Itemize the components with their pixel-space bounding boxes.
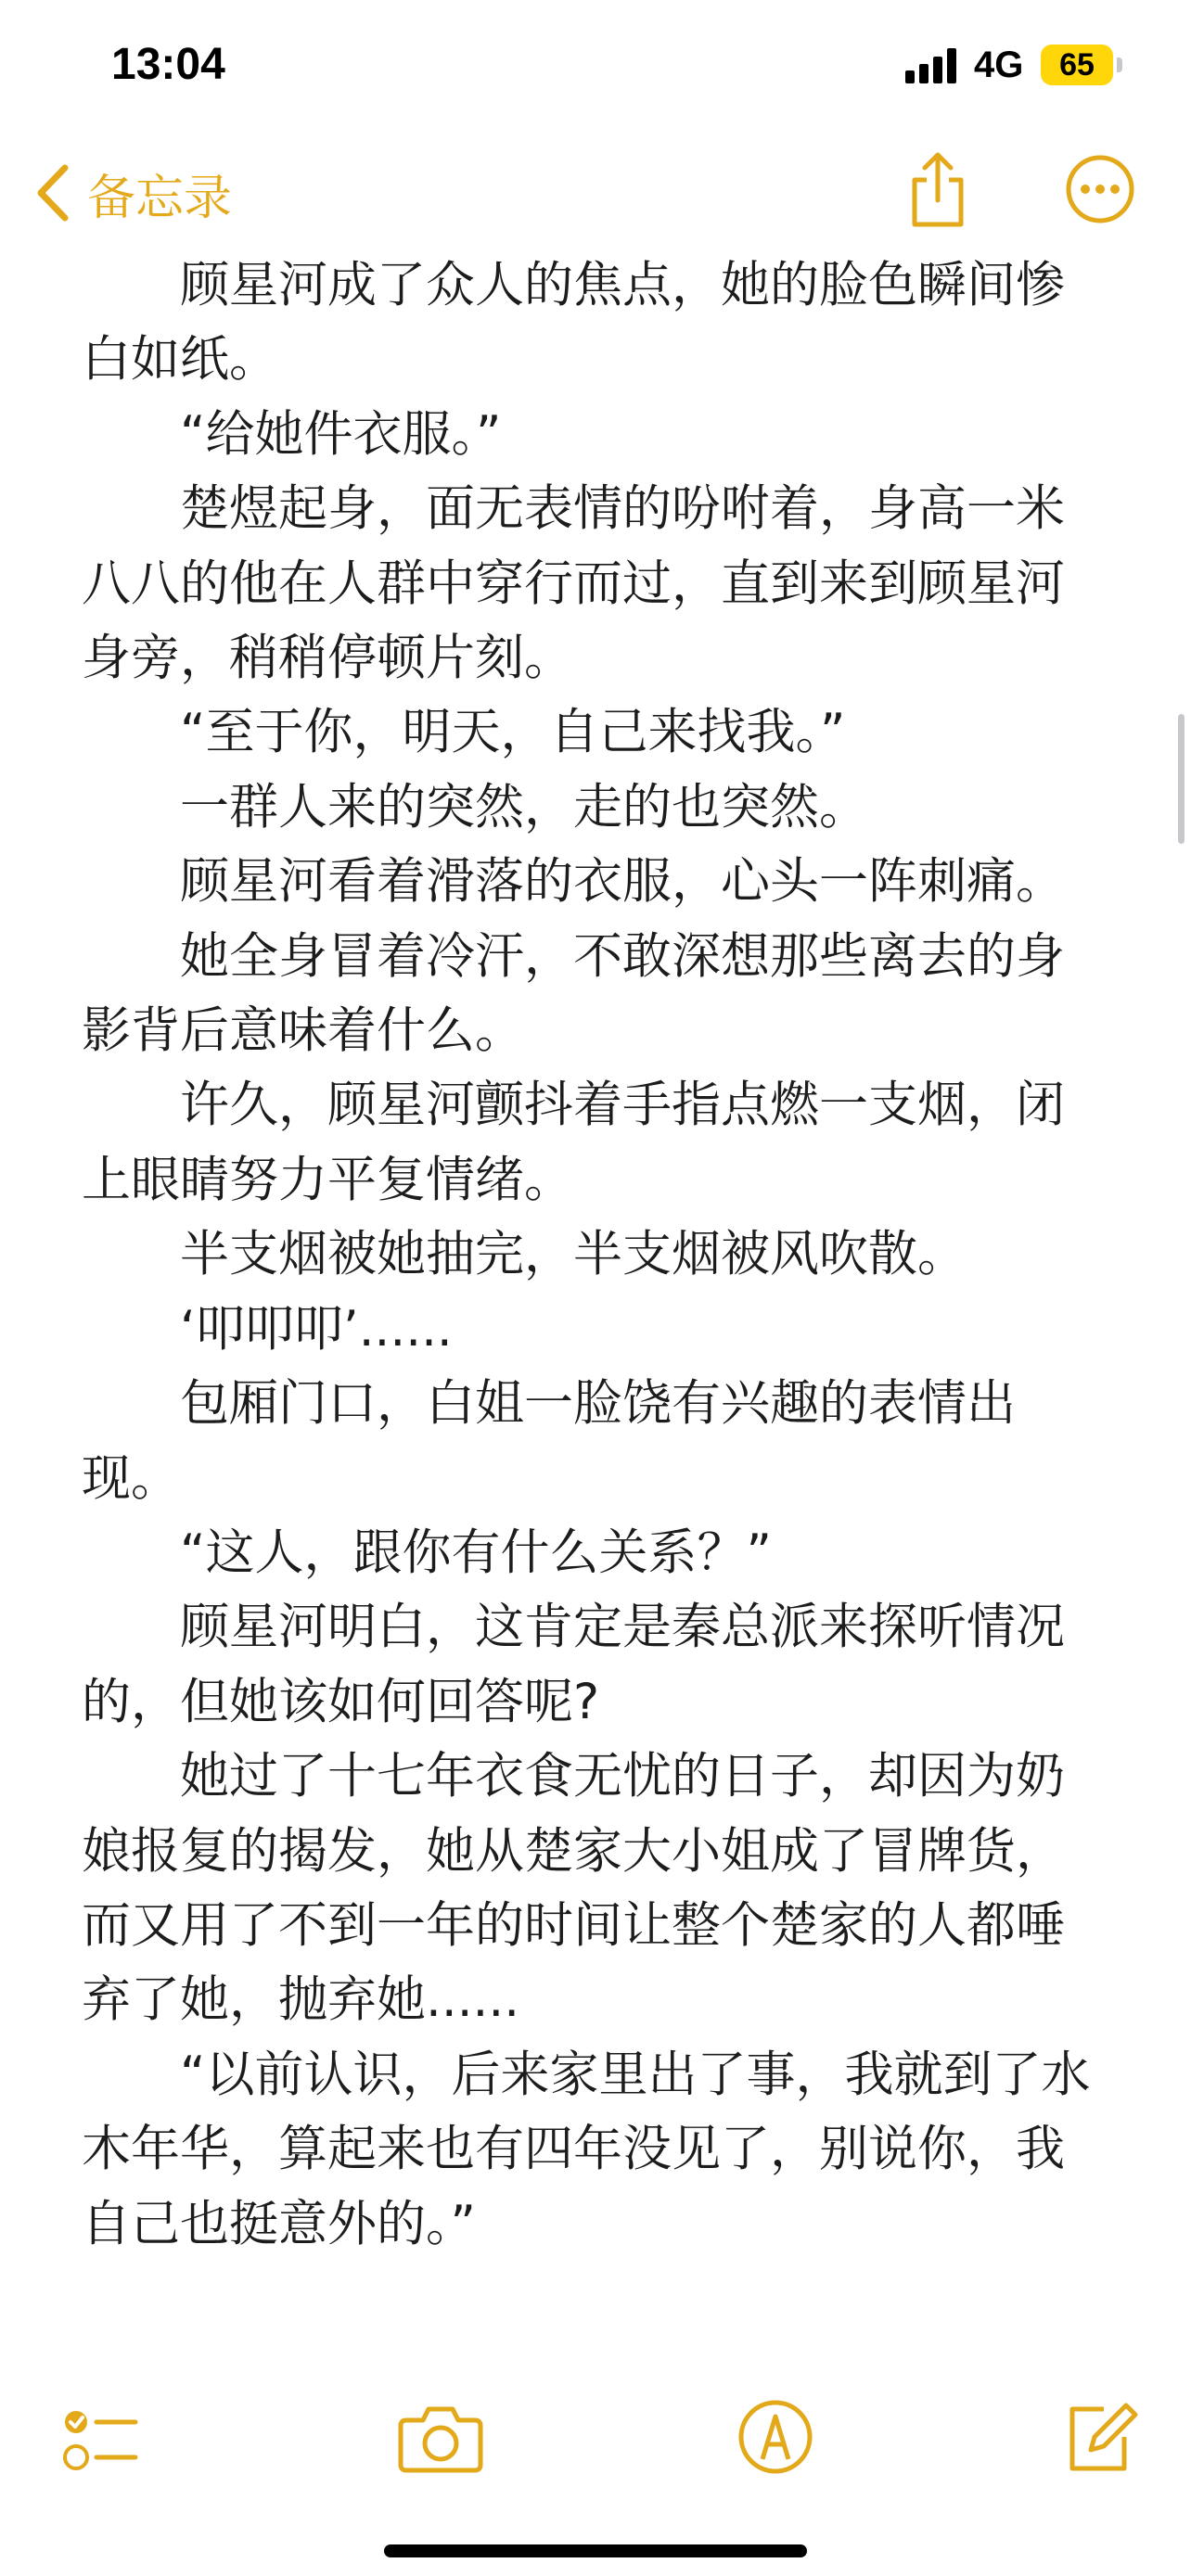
- note-paragraph: 一群人来的突然，走的也突然。: [180, 778, 868, 835]
- markup-button[interactable]: [736, 2398, 814, 2480]
- more-icon: [1065, 154, 1135, 224]
- back-button[interactable]: [33, 156, 232, 230]
- camera-icon: [397, 2402, 484, 2474]
- battery-tip: [1117, 57, 1122, 72]
- checklist-icon: [61, 2404, 141, 2474]
- chevron-left-icon: [33, 162, 70, 223]
- note-paragraph: 包厢门口，白姐一脸饶有兴趣的表情出现。: [82, 1375, 1016, 1507]
- camera-button[interactable]: [397, 2402, 484, 2478]
- more-button[interactable]: [1065, 154, 1135, 228]
- note-body[interactable]: [82, 249, 1113, 2262]
- share-button[interactable]: [905, 150, 970, 234]
- note-paragraph: “以前认识，后来家里出了事，我就到了水木年华，算起来也有四年没见了，别说你，我自己也挺意外的。”: [82, 2046, 1091, 2252]
- cellular-signal-icon: [905, 48, 961, 83]
- note-paragraph: 顾星河成了众人的焦点，她的脸色瞬间惨白如纸。: [82, 257, 1065, 389]
- note-paragraph: 顾星河看着滑落的衣服，心头一阵刺痛。: [180, 853, 1065, 911]
- network-type: 4G: [974, 45, 1024, 85]
- note-paragraph: 楚煜起身，面无表情的吩咐着，身高一米八八的他在人群中穿行而过，直到来到顾星河身旁，稍稍停顿片刻。: [82, 480, 1065, 687]
- compose-icon: [1063, 2398, 1139, 2476]
- note-paragraph: “这人，跟你有什么关系？”: [180, 1524, 772, 1581]
- home-indicator[interactable]: [384, 2544, 807, 2557]
- battery-icon: 65: [1041, 45, 1113, 85]
- share-icon: [905, 150, 970, 230]
- status-bar: [0, 0, 1191, 139]
- note-paragraph: 顾星河明白，这肯定是秦总派来探听情况的，但她该如何回答呢?: [82, 1599, 1065, 1730]
- note-paragraph: 半支烟被她抽完，半支烟被风吹散。: [180, 1226, 967, 1283]
- compose-button[interactable]: [1063, 2398, 1139, 2480]
- bottom-toolbar: [0, 2355, 1191, 2576]
- note-paragraph: 她全身冒着冷汗，不敢深想那些离去的身影背后意味着什么。: [82, 927, 1065, 1060]
- scroll-indicator[interactable]: [1178, 714, 1185, 844]
- checklist-button[interactable]: [61, 2404, 141, 2478]
- note-paragraph: 许久，顾星河颤抖着手指点燃一支烟，闭上眼睛努力平复情绪。: [82, 1077, 1065, 1208]
- back-button-label: 备忘录: [87, 170, 233, 226]
- status-time: 13:04: [111, 40, 225, 89]
- note-paragraph: “至于你，明天，自己来找我。”: [180, 704, 846, 761]
- note-paragraph: ‘叩叩叩’......: [180, 1300, 453, 1358]
- note-paragraph: “给她件衣服。”: [180, 405, 502, 463]
- note-paragraph: 她过了十七年衣食无忧的日子，却因为奶娘报复的揭发，她从楚家大小姐成了冒牌货，而又用了不到一年的时间让整个楚家的人都唾弃了她，抛弃她......: [82, 1748, 1065, 2029]
- markup-pen-icon: [736, 2398, 814, 2476]
- navigation-bar: [0, 139, 1191, 241]
